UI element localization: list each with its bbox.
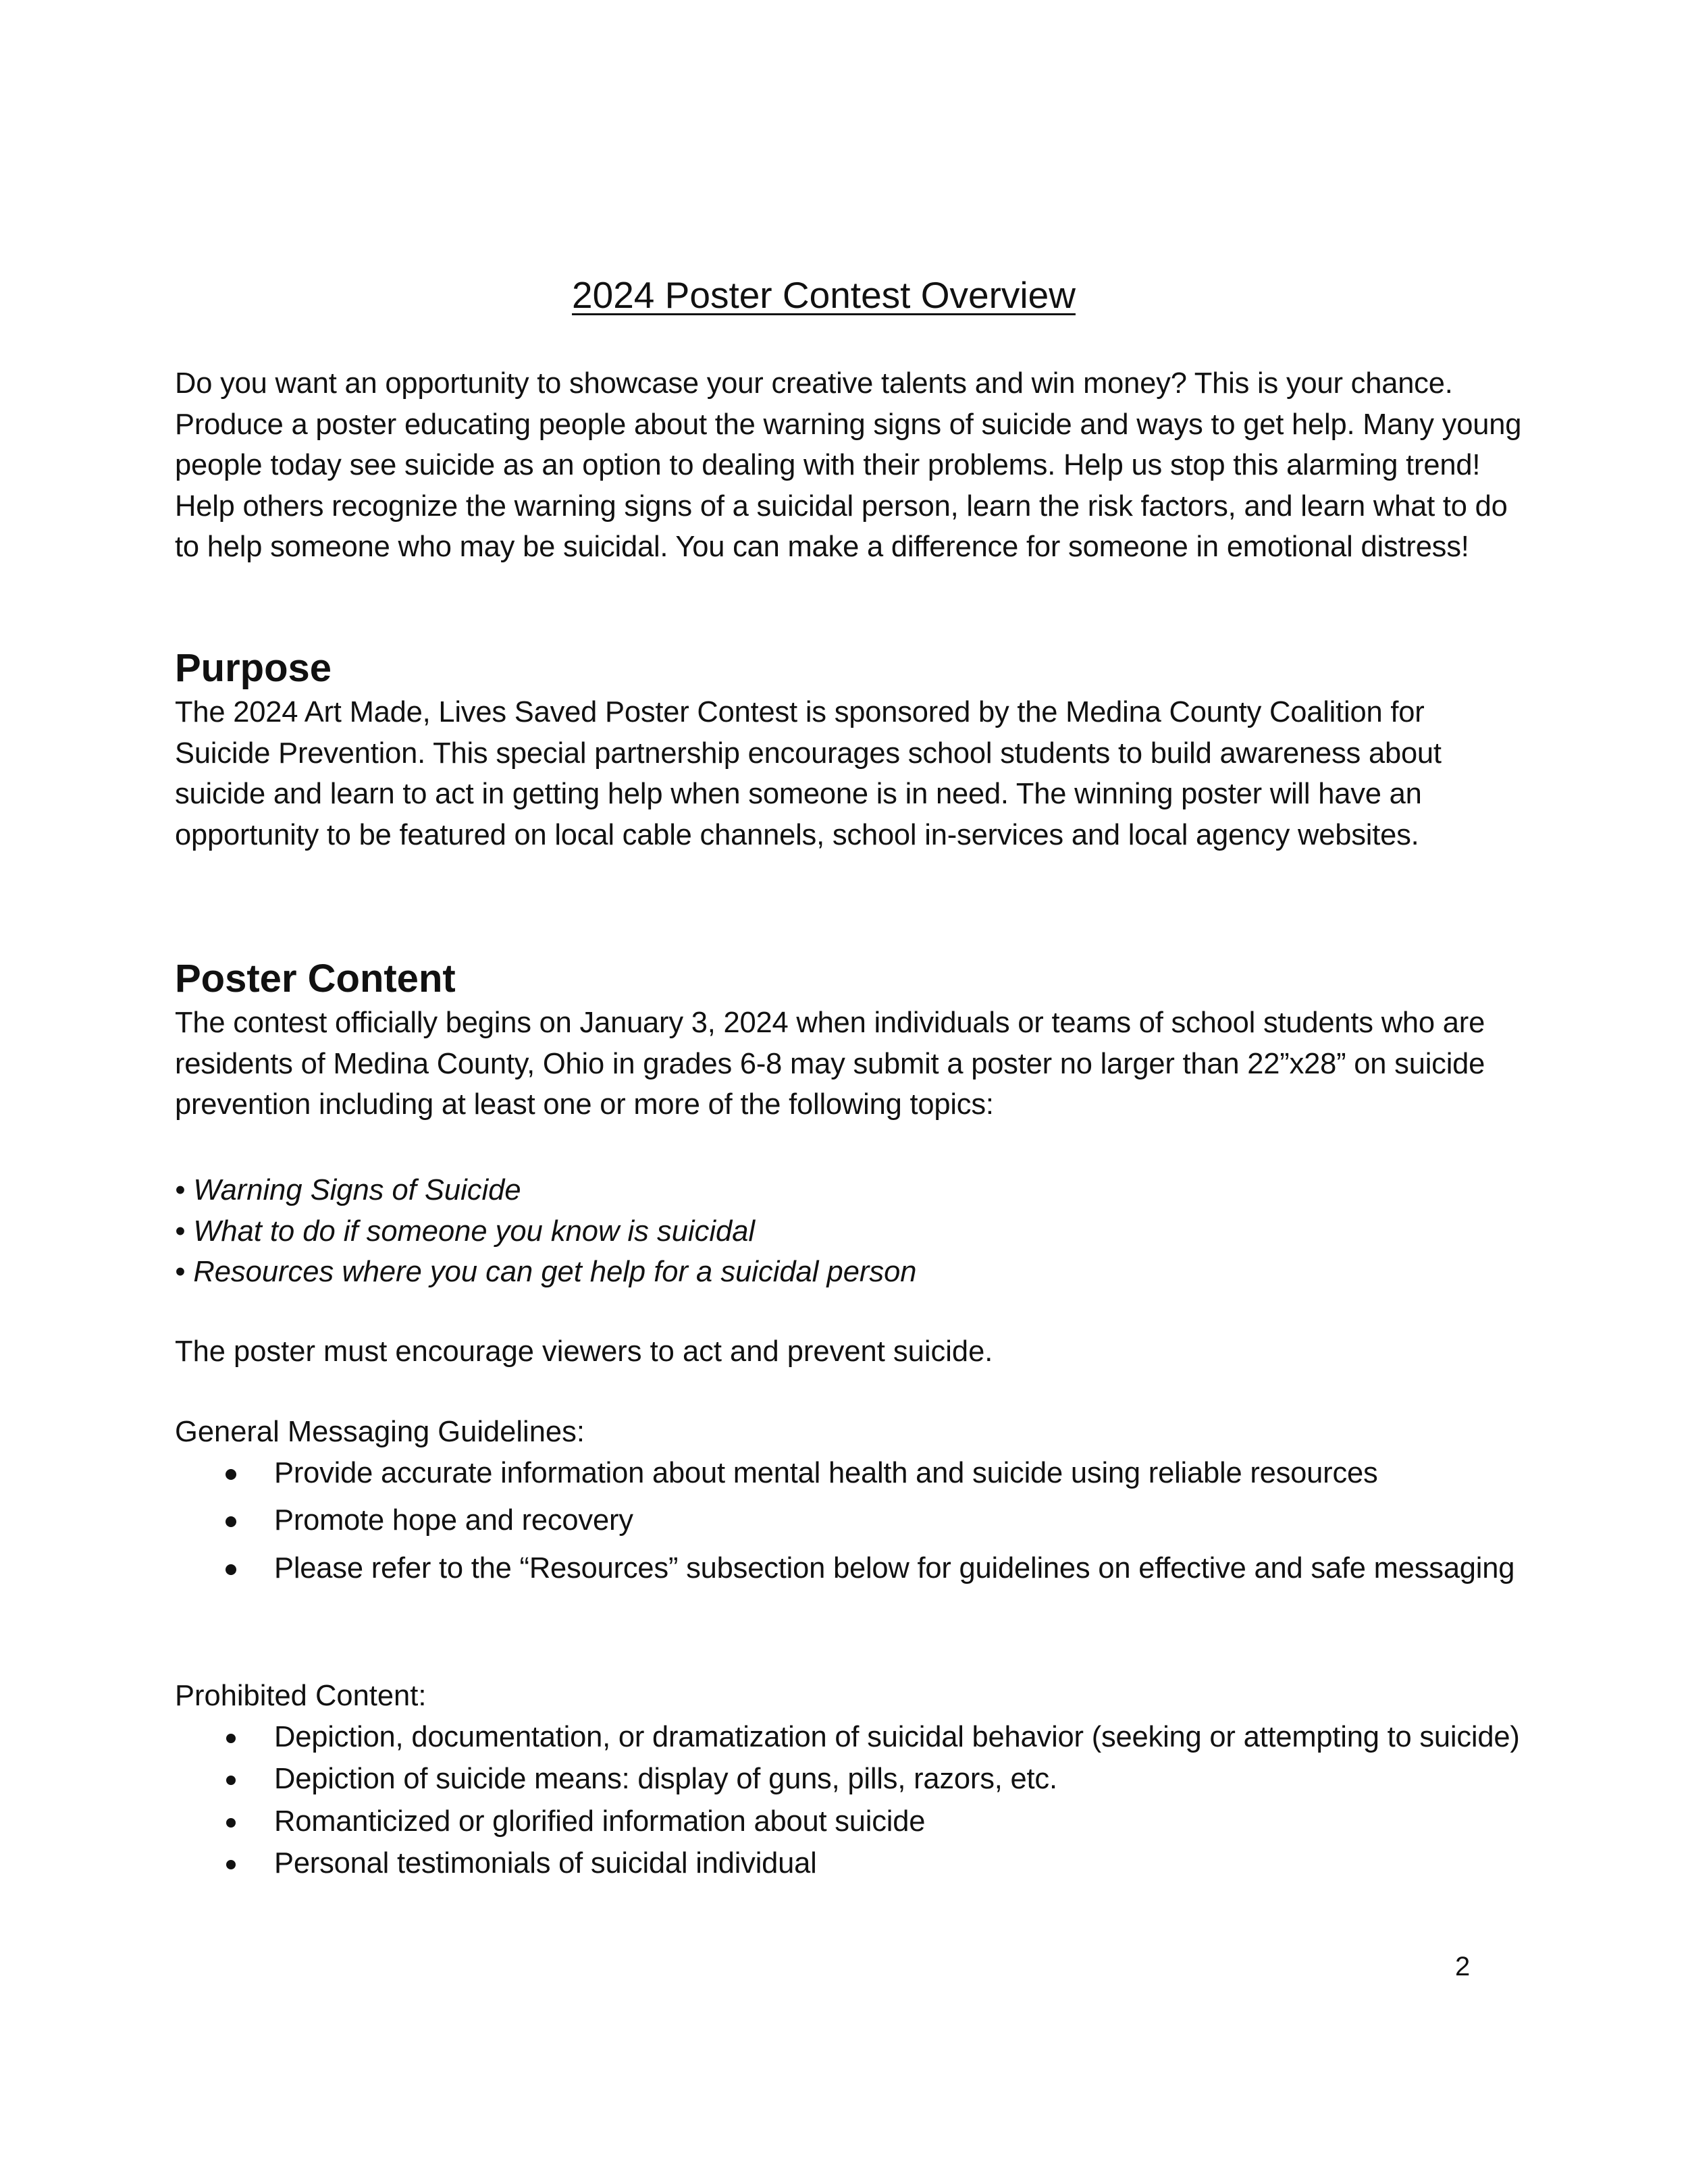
intro-section	[175, 363, 1525, 568]
guideline-text: Promote hope and recovery	[274, 1504, 633, 1537]
prohibited-text: Depiction, documentation, or dramatization of suicidal behavior (seeking or attempting to suicide)	[274, 1720, 1520, 1753]
topic-item: • What to do if someone you know is suicidal	[175, 1215, 756, 1248]
general-guidelines-section	[175, 1412, 1525, 1595]
poster-content-heading: Poster Content	[175, 957, 456, 1001]
intro-paragraph: Do you want an opportunity to showcase your creative talents and win money? This is your chance. Produce a poster educating people about the warning signs of suicide and ways to get help. Many young people today see suicide as an option to dealing with their problems. Help us stop this alarming trend! Help others recognize the warning signs of a suicidal person, learn the risk factors, and learn what to do to help someone who may be suicidal. You can make a difference for someone in emotional distress!	[175, 367, 1522, 563]
prohibited-section	[175, 1676, 1525, 1886]
topic-item: • Resources where you can get help for a suicidal person	[175, 1256, 917, 1288]
prohibited-item	[175, 1843, 1525, 1884]
topic-item: • Warning Signs of Suicide	[175, 1174, 521, 1206]
prohibited-text: Personal testimonials of suicidal individual	[274, 1847, 817, 1880]
bullet-icon	[226, 1818, 236, 1828]
bullet-icon	[226, 1776, 236, 1785]
bullet-icon	[226, 1516, 236, 1527]
prohibited-list	[175, 1717, 1525, 1884]
guideline-item	[175, 1453, 1525, 1494]
prohibited-heading: Prohibited Content:	[175, 1680, 427, 1712]
prohibited-text: Romanticized or glorified information about suicide	[274, 1805, 926, 1838]
purpose-paragraph: The 2024 Art Made, Lives Saved Poster Contest is sponsored by the Medina County Coalition for Suicide Prevention. This special partnership encourages school students to build awareness about suicide and learn to act in getting help when someone is in need. The winning poster will have an opportunity to be featured on local cable channels, school in-services and local agency websites.	[175, 696, 1442, 851]
requirement-section	[175, 1331, 1525, 1373]
purpose-section	[175, 645, 1525, 855]
guideline-text: Please refer to the “Resources” subsection below for guidelines on effective and safe messaging	[274, 1551, 1515, 1584]
guideline-item	[175, 1548, 1525, 1589]
prohibited-item	[175, 1801, 1525, 1842]
purpose-heading: Purpose	[175, 646, 332, 690]
topics-section	[175, 1170, 1525, 1293]
guideline-text: Provide accurate information about mental health and suicide using reliable resources	[274, 1456, 1378, 1489]
page-number: 2	[1455, 1952, 1471, 1981]
prohibited-item	[175, 1717, 1525, 1758]
requirement-statement: The poster must encourage viewers to act and prevent suicide.	[175, 1335, 993, 1368]
prohibited-item	[175, 1759, 1525, 1800]
bullet-icon	[226, 1860, 236, 1869]
bullet-icon	[226, 1469, 236, 1480]
bullet-icon	[226, 1734, 236, 1743]
prohibited-text: Depiction of suicide means: display of guns, pills, razors, etc.	[274, 1763, 1057, 1795]
general-guidelines-list	[175, 1453, 1525, 1589]
guideline-item	[175, 1500, 1525, 1541]
poster-content-paragraph: The contest officially begins on January 3, 2024 when individuals or teams of school students who are residents of Medina County, Ohio in grades 6-8 may submit a poster no larger than 22”x28” on suicide prevention including at least one or more of the following topics:	[175, 1007, 1485, 1121]
poster-content-section	[175, 955, 1525, 1125]
topics-list	[175, 1170, 1525, 1293]
page-title: 2024 Poster Contest Overview	[572, 274, 1076, 316]
general-guidelines-heading: General Messaging Guidelines:	[175, 1416, 585, 1448]
bullet-icon	[226, 1564, 236, 1575]
